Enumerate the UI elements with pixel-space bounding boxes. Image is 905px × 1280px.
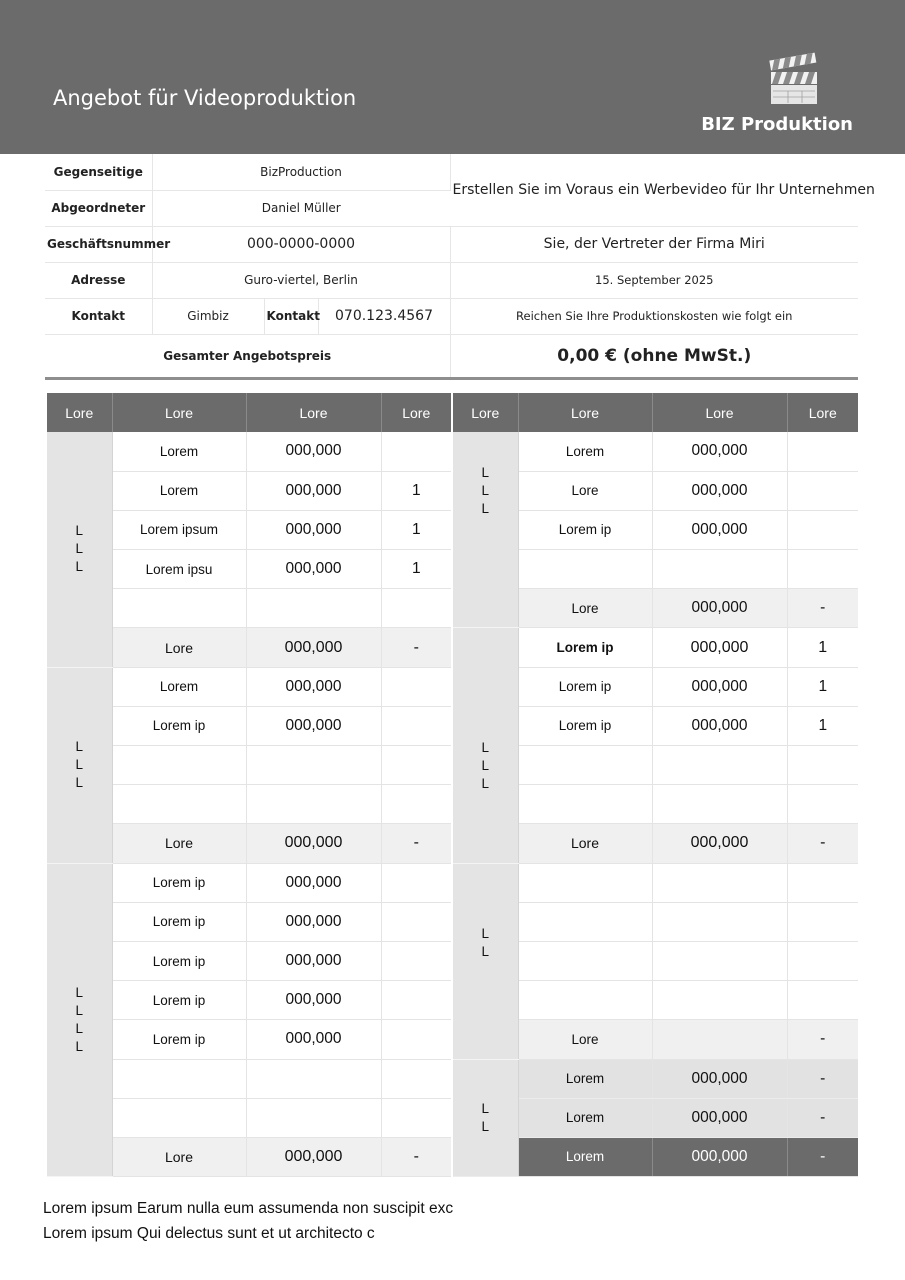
item-qty — [381, 706, 451, 745]
column-header: Lore — [381, 393, 451, 432]
item-name — [518, 785, 652, 824]
cost-table-left — [47, 393, 451, 1177]
item-name: Lorem ip — [518, 628, 652, 667]
info-label: Adresse — [45, 262, 152, 298]
item-qty — [381, 1059, 451, 1098]
item-name: Lorem ip — [518, 667, 652, 706]
item-price: 000,000 — [652, 1098, 787, 1137]
submission-note: Reichen Sie Ihre Produktionskosten wie folgt ein — [450, 298, 858, 334]
item-qty — [787, 941, 858, 980]
item-price: 000,000 — [246, 981, 381, 1020]
info-value: Daniel Müller — [152, 190, 450, 226]
item-qty — [381, 941, 451, 980]
column-header: Lore — [112, 393, 246, 432]
item-price — [246, 746, 381, 785]
item-name — [518, 863, 652, 902]
item-price: 000,000 — [246, 902, 381, 941]
column-header: Lore — [47, 393, 112, 432]
contact-name: Gimbiz — [152, 298, 264, 334]
item-price — [652, 981, 787, 1020]
offer-date: 15. September 2025 — [450, 262, 858, 298]
item-name: Lore — [518, 471, 652, 510]
column-header: Lore — [518, 393, 652, 432]
item-name — [518, 941, 652, 980]
item-name: Lorem — [518, 1098, 652, 1137]
subtotal-label: Lore — [518, 824, 652, 863]
item-price: 000,000 — [652, 589, 787, 628]
subtotal-qty: - — [381, 824, 451, 863]
page-title: Angebot für Videoproduktion — [53, 86, 357, 110]
item-qty: 1 — [381, 471, 451, 510]
item-qty — [787, 510, 858, 549]
item-price: 000,000 — [246, 706, 381, 745]
item-price: 000,000 — [246, 432, 381, 471]
subtotal-qty: - — [381, 628, 451, 667]
item-qty: - — [787, 1137, 858, 1176]
item-name — [112, 589, 246, 628]
cost-table-right — [453, 393, 858, 1177]
item-name: Lorem — [518, 432, 652, 471]
subtotal-price: 000,000 — [246, 1137, 381, 1176]
footnote-line: Lorem ipsum Qui delectus sunt et ut architecto c — [43, 1225, 375, 1242]
footnote-line: Lorem ipsum Earum nulla eum assumenda non suscipit exc — [43, 1200, 454, 1217]
column-header: Lore — [246, 393, 381, 432]
item-price — [652, 863, 787, 902]
item-name — [518, 902, 652, 941]
item-qty — [787, 550, 858, 589]
item-name: Lorem ip — [112, 902, 246, 941]
info-value: BizProduction — [152, 154, 450, 190]
item-price: 000,000 — [652, 628, 787, 667]
item-name: Lorem ip — [112, 863, 246, 902]
recipient-line: Sie, der Vertreter der Firma Miri — [450, 226, 858, 262]
item-name — [112, 746, 246, 785]
group-label: L L — [453, 1059, 518, 1177]
item-qty: 1 — [787, 706, 858, 745]
item-price: 000,000 — [652, 667, 787, 706]
item-qty: - — [787, 1098, 858, 1137]
item-price: 000,000 — [652, 471, 787, 510]
item-qty — [787, 471, 858, 510]
info-label: Kontakt — [45, 298, 152, 334]
item-name: Lorem — [112, 432, 246, 471]
item-name: Lorem ip — [112, 941, 246, 980]
subtotal-label: Lore — [112, 1137, 246, 1176]
item-qty — [787, 746, 858, 785]
info-label: Geschäftsnummer — [45, 226, 152, 262]
item-price: 000,000 — [246, 510, 381, 549]
item-qty: 1 — [787, 628, 858, 667]
item-qty — [787, 902, 858, 941]
item-price: 000,000 — [652, 1137, 787, 1176]
brand-name: BIZ Produktion — [701, 114, 853, 135]
item-qty: 1 — [787, 667, 858, 706]
item-name — [112, 785, 246, 824]
item-price: 000,000 — [246, 941, 381, 980]
item-price: 000,000 — [652, 510, 787, 549]
item-price — [652, 902, 787, 941]
item-name — [518, 981, 652, 1020]
item-name: Lorem ip — [112, 706, 246, 745]
item-name — [112, 1059, 246, 1098]
item-qty: - — [787, 589, 858, 628]
item-qty — [381, 863, 451, 902]
item-price: 000,000 — [246, 863, 381, 902]
item-price: 000,000 — [246, 550, 381, 589]
subtotal-price: 000,000 — [246, 824, 381, 863]
item-price — [246, 785, 381, 824]
item-qty: 1 — [381, 550, 451, 589]
item-name: Lorem — [518, 1137, 652, 1176]
column-header: Lore — [787, 393, 858, 432]
footnotes — [43, 1196, 453, 1246]
item-qty — [381, 432, 451, 471]
item-price — [652, 941, 787, 980]
item-price: 000,000 — [652, 706, 787, 745]
total-label: Gesamter Angebotspreis — [45, 334, 450, 378]
item-qty — [381, 746, 451, 785]
item-name: Lorem ipsum — [112, 510, 246, 549]
item-price — [246, 1098, 381, 1137]
item-name: Lorem ip — [518, 510, 652, 549]
item-name: Lorem ip — [518, 706, 652, 745]
group-label: L L L L — [47, 863, 112, 1177]
subtotal-qty: - — [381, 1137, 451, 1176]
group-label: L L L — [47, 432, 112, 667]
group-label: L L L — [453, 628, 518, 863]
item-qty — [381, 902, 451, 941]
item-qty: - — [787, 1059, 858, 1098]
item-name: Lorem — [112, 667, 246, 706]
group-label: L L — [453, 863, 518, 1059]
item-price: 000,000 — [246, 667, 381, 706]
subtotal-price: 000,000 — [652, 824, 787, 863]
info-value: 000-0000-0000 — [152, 226, 450, 262]
info-label: Gegenseitige — [45, 154, 152, 190]
item-qty: 1 — [381, 510, 451, 549]
item-qty — [787, 785, 858, 824]
item-qty — [787, 981, 858, 1020]
item-qty — [787, 432, 858, 471]
item-name: Lorem — [112, 471, 246, 510]
item-qty — [787, 863, 858, 902]
column-header: Lore — [453, 393, 518, 432]
item-price — [246, 1059, 381, 1098]
offer-info-table — [45, 154, 875, 380]
item-name: Lore — [518, 589, 652, 628]
offer-intro: Erstellen Sie im Voraus ein Werbevideo für Ihr Unternehmen — [450, 154, 858, 226]
item-price: 000,000 — [652, 1059, 787, 1098]
item-name: Lorem ip — [112, 981, 246, 1020]
item-price — [652, 1020, 787, 1059]
subtotal-price: 000,000 — [246, 628, 381, 667]
item-price: 000,000 — [246, 471, 381, 510]
item-name — [518, 746, 652, 785]
item-name — [518, 550, 652, 589]
group-label: L L L — [453, 432, 518, 628]
item-qty — [381, 667, 451, 706]
subtotal-label: Lore — [112, 628, 246, 667]
item-qty — [381, 1020, 451, 1059]
item-price: 000,000 — [652, 432, 787, 471]
info-value: Guro-viertel, Berlin — [152, 262, 450, 298]
subtotal-label: Lore — [112, 824, 246, 863]
item-qty — [381, 589, 451, 628]
item-qty — [381, 981, 451, 1020]
header-banner — [0, 0, 905, 154]
group-label: L L L — [47, 667, 112, 863]
item-name — [112, 1098, 246, 1137]
item-qty — [381, 785, 451, 824]
item-price — [246, 589, 381, 628]
total-value: 0,00 € (ohne MwSt.) — [450, 334, 858, 378]
contact-phone: 070.123.4567 — [318, 298, 450, 334]
subtotal-qty: - — [787, 824, 858, 863]
item-price — [652, 550, 787, 589]
clapperboard-icon — [768, 52, 820, 106]
item-qty: - — [787, 1020, 858, 1059]
item-price — [652, 746, 787, 785]
item-name: Lore — [518, 1020, 652, 1059]
info-label: Kontakt — [264, 298, 318, 334]
item-price: 000,000 — [246, 1020, 381, 1059]
item-name: Lorem — [518, 1059, 652, 1098]
item-qty — [381, 1098, 451, 1137]
item-name: Lorem ip — [112, 1020, 246, 1059]
column-header: Lore — [652, 393, 787, 432]
info-label: Abgeordneter — [45, 190, 152, 226]
item-price — [652, 785, 787, 824]
item-name: Lorem ipsu — [112, 550, 246, 589]
